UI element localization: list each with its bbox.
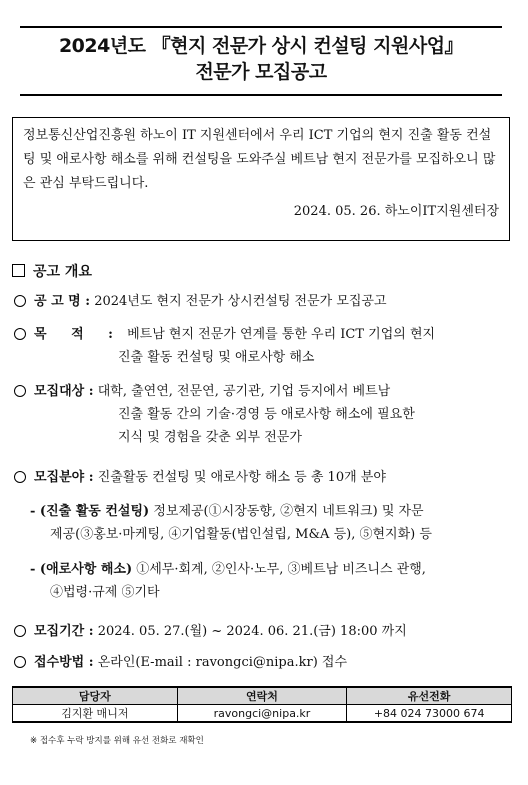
item-label: 목 적 : [34,327,123,342]
table-header-row [13,687,512,705]
sub-text: ①세무·회계, ②인사·노무, ③베트남 비즈니스 관행, [136,562,426,577]
table-row [13,705,512,723]
item-value-cont: 지식 및 경험을 갖춘 외부 전문가 [118,430,302,445]
item-method [14,651,514,674]
item-value: 2024. 05. 27.(월) ~ 2024. 06. 21.(금) 18:00 까지 [97,624,407,639]
intro-text: 정보통신산업진흥원 하노이 IT 지원센터에서 우리 ICT 기업의 현지 진출 활동 컨설팅 및 애로사항 해소를 위해 컨설팅을 도와주실 베트남 현지 전문가를 모집하오니 많은 관심 부탁드립니다. [23,128,496,191]
circle-bullet-icon [14,625,26,637]
section-title: 공고 개요 [33,264,92,280]
circle-bullet-icon [14,471,26,483]
item-value-cont: 진출 활동 컨설팅 및 애로사항 해소 [118,350,315,365]
item-label: 모집기간 : [34,624,94,639]
item-value: 2024년도 현지 전문가 상시컨설팅 전문가 모집공고 [94,294,387,309]
item-label: 모집분야 : [34,470,94,485]
sub-heading: - (애로사항 해소) [30,562,133,577]
table-cell: +84 024 73000 674 [347,705,512,723]
title-line-1: 2024년도 『현지 전문가 상시 컨설팅 지원사업』 [58,35,464,57]
sub-consulting [30,500,514,546]
item-period [14,620,514,643]
circle-bullet-icon [14,385,26,397]
sub-text-cont: 제공(③홍보·마케팅, ④기업활동(법인설립, M&A 등), ⑤현지화) 등 [50,527,432,542]
section-heading [12,261,92,281]
title-line-2: 전문가 모집공고 [195,61,327,83]
item-target [14,380,514,449]
sub-issues [30,558,514,604]
footnote: ※ 접수후 누락 방지를 위해 유선 전화로 재확인 [30,736,204,746]
table-header: 담당자 [13,687,178,705]
item-label: 접수방법 : [34,655,94,670]
sub-text-cont: ④법령·규제 ⑤기타 [50,585,160,600]
table-header: 연락처 [177,687,347,705]
intro-signature: 2024. 05. 26. 하노이IT지원센터장 [293,204,499,219]
square-bullet-icon [12,264,25,277]
item-value: 대학, 출연연, 전문연, 공기관, 기업 등지에서 베트남 [97,384,391,399]
sub-text: 정보제공(①시장동향, ②현지 네트워크) 및 자문 [153,504,424,519]
item-field [14,466,514,489]
item-value: 진출활동 컨설팅 및 애로사항 해소 등 총 10개 분야 [97,470,386,485]
item-name [14,290,514,313]
intro-box [12,117,510,241]
title-box [20,26,502,96]
circle-bullet-icon [14,295,26,307]
table-cell: 김지환 매니저 [13,705,178,723]
item-value-cont: 진출 활동 간의 기술·경영 등 애로사항 해소에 필요한 [118,407,415,422]
circle-bullet-icon [14,328,26,340]
circle-bullet-icon [14,656,26,668]
item-value: 온라인(E-mail : ravongci@nipa.kr) 접수 [97,655,348,670]
item-label: 모집대상 : [34,384,94,399]
item-value: 베트남 현지 전문가 연계를 통한 우리 ICT 기업의 현지 [127,327,436,342]
contact-table [12,686,512,723]
table-header: 유선전화 [347,687,512,705]
sub-heading: - (진출 활동 컨설팅) [30,504,150,519]
table-cell: ravongci@nipa.kr [177,705,347,723]
item-label: 공 고 명 : [34,294,91,309]
item-purpose [14,323,514,369]
